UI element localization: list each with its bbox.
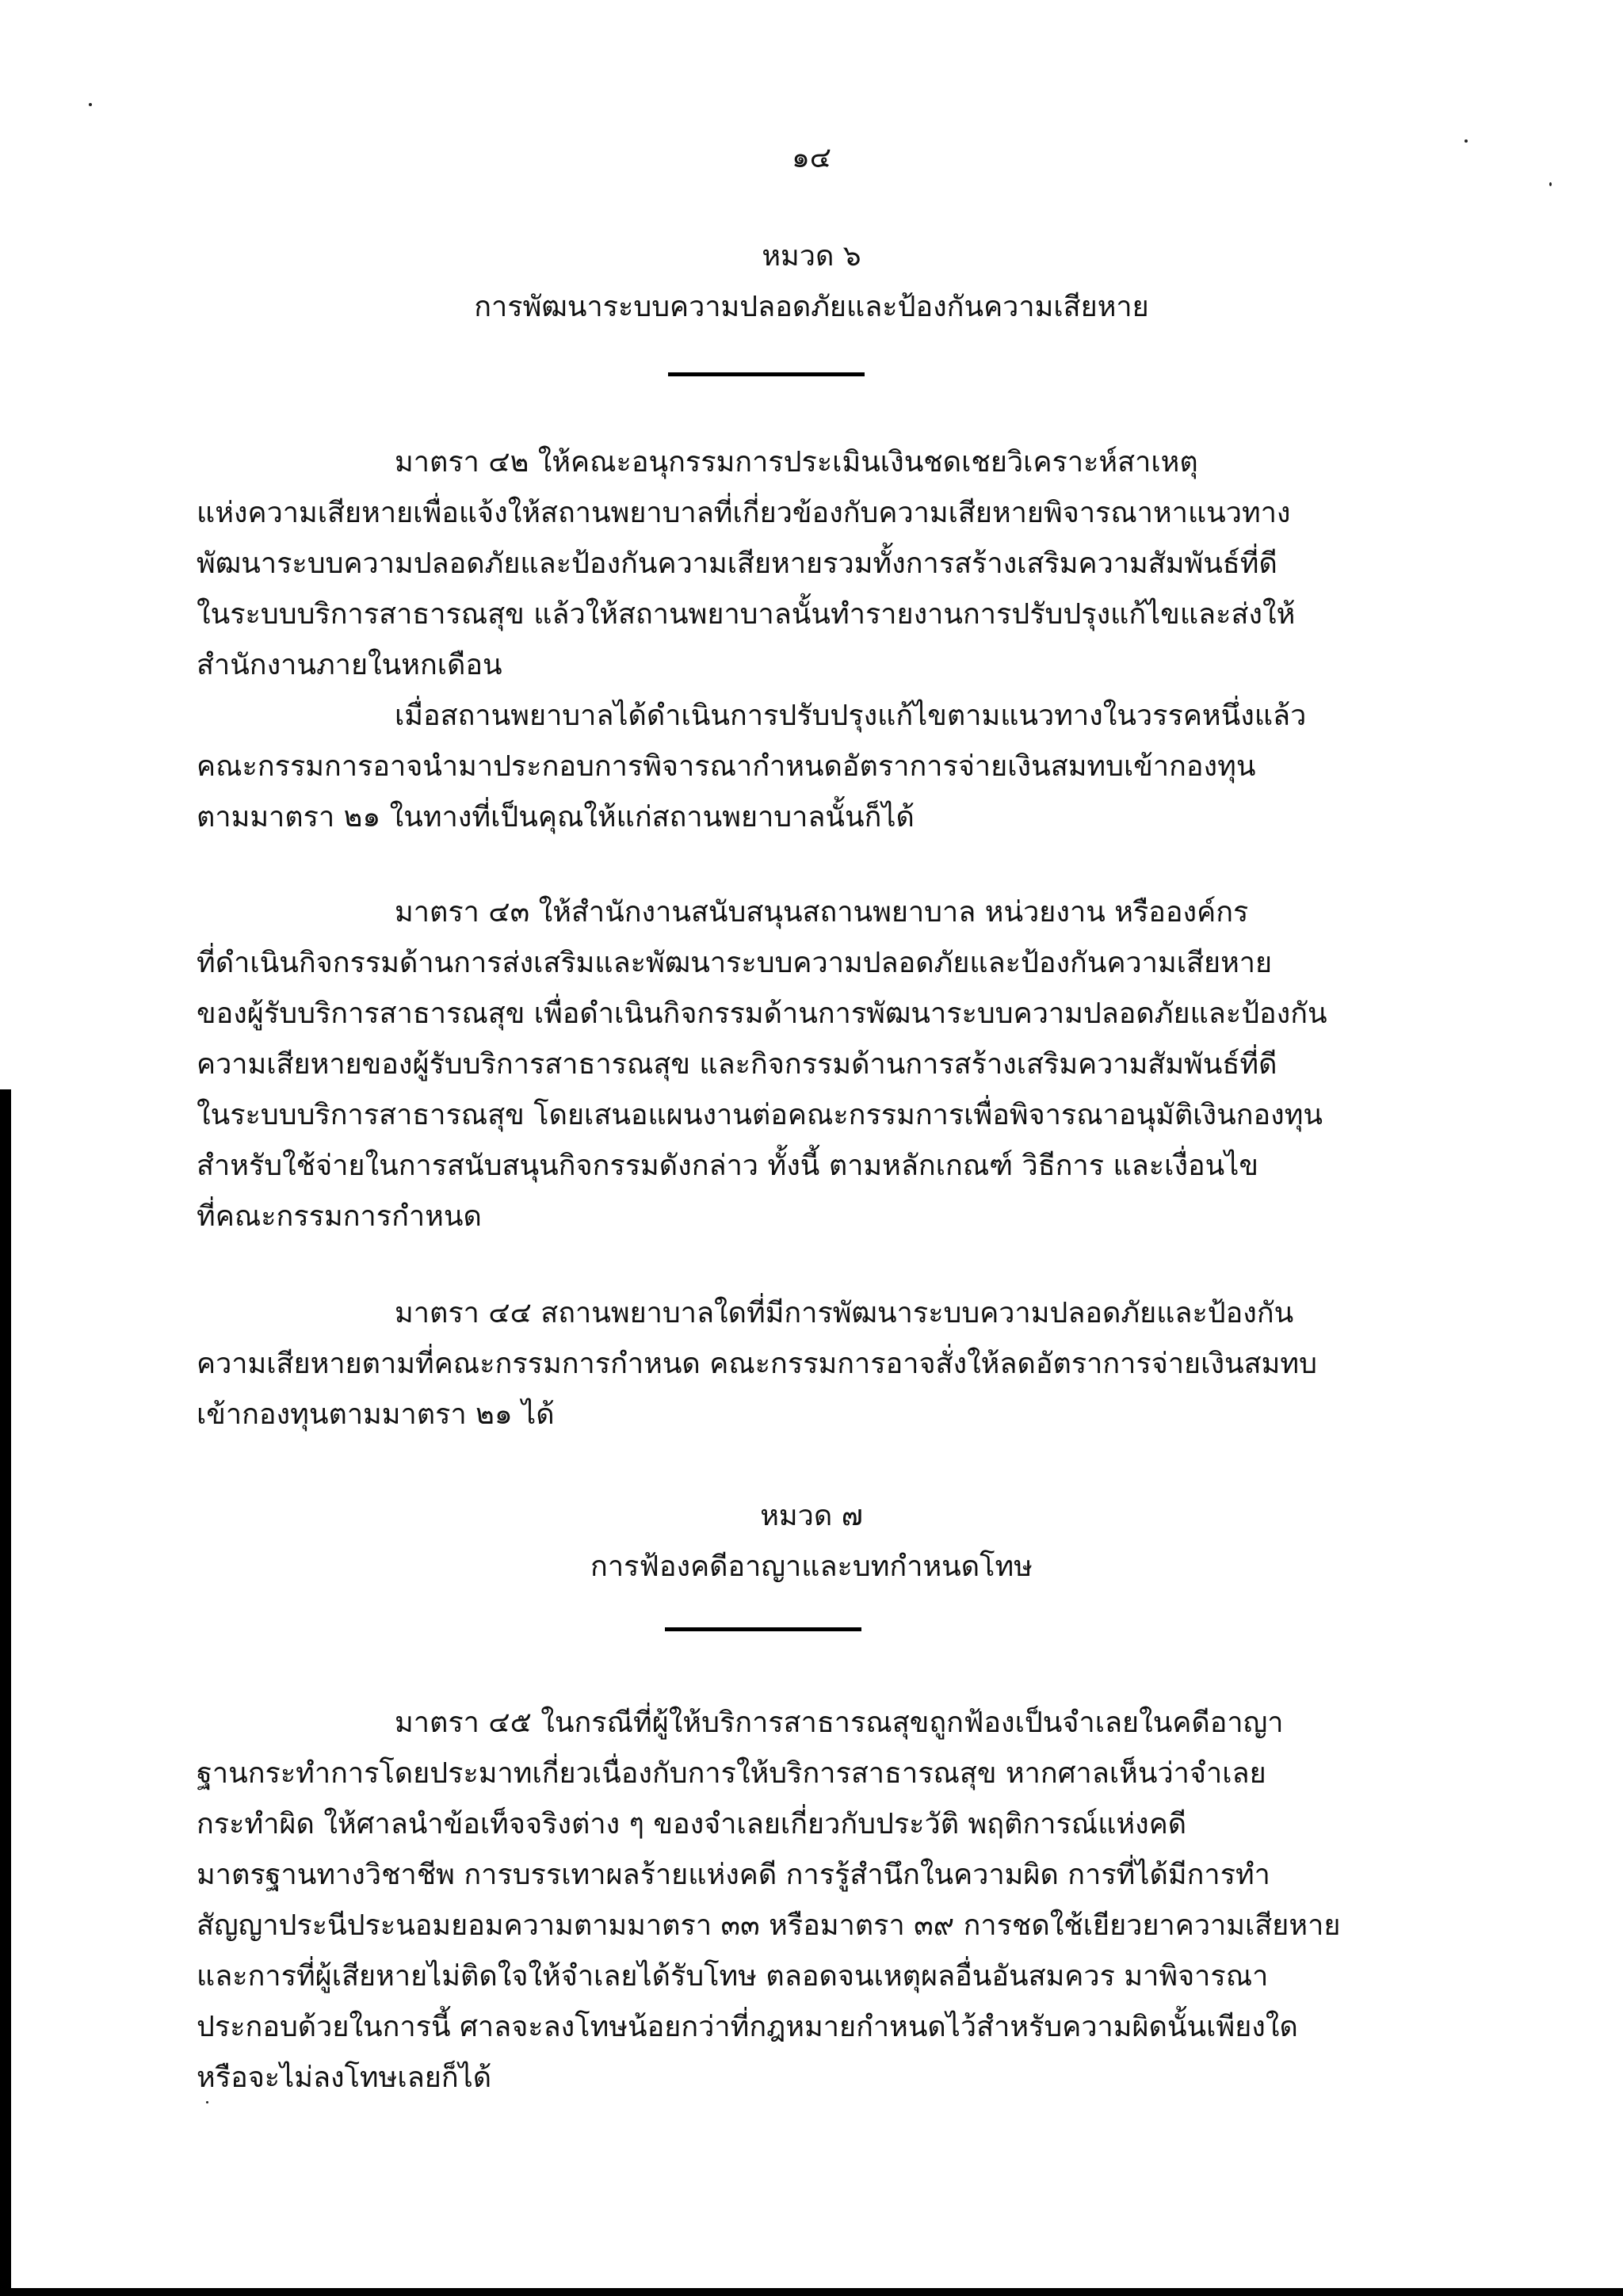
paragraph-line: ในระบบบริการสาธารณสุข โดยเสนอแผนงานต่อคณะกรรมการเพื่อพิจารณาอนุมัติเงินกองทุน (197, 1099, 1323, 1131)
chapter-6-header (0, 231, 1623, 376)
paragraph-line: มาตรา ๔๕ ในกรณีที่ผู้ให้บริการสาธารณสุขถูกฟ้องเป็นจำเลยในคดีอาญา (395, 1707, 1284, 1739)
paragraph-line: มาตรา ๔๔ สถานพยาบาลใดที่มีการพัฒนาระบบความปลอดภัยและป้องกัน (395, 1297, 1294, 1329)
chapter-title: หมวด ๖ (762, 240, 861, 273)
chapter-subtitle: การฟ้องคดีอาญาและบทกำหนดโทษ (590, 1550, 1033, 1583)
paragraph-line: หรือจะไม่ลงโทษเลยก็ได้ (197, 2061, 492, 2094)
paragraph-line: แห่งความเสียหายเพื่อแจ้งให้สถานพยาบาลที่เกี่ยวข้องกับความเสียหายพิจารณาหาแนวทาง (197, 497, 1291, 529)
divider-rule (665, 1627, 861, 1631)
paragraph-line: ความเสียหายของผู้รับบริการสาธารณสุข และกิจกรรมด้านการสร้างเสริมความสัมพันธ์ที่ดี (197, 1048, 1277, 1081)
paragraph-line: ตามมาตรา ๒๑ ในทางที่เป็นคุณให้แก่สถานพยาบาลนั้นก็ได้ (197, 801, 915, 833)
paragraph-line: มาตรฐานทางวิชาชีพ การบรรเทาผลร้ายแห่งคดี การรู้สำนึกในความผิด การที่ได้มีการทำ (197, 1859, 1270, 1891)
paragraph-line: เข้ากองทุนตามมาตรา ๒๑ ได้ (197, 1398, 555, 1431)
paragraph-line: สำหรับใช้จ่ายในการสนับสนุนกิจกรรมดังกล่าว ทั้งนี้ ตามหลักเกณฑ์ วิธีการ และเงื่อนไข (197, 1150, 1258, 1182)
paragraph-line: ของผู้รับบริการสาธารณสุข เพื่อดำเนินกิจกรรมด้านการพัฒนาระบบความปลอดภัยและป้องกัน (197, 997, 1327, 1030)
chapter-title: หมวด ๗ (760, 1500, 863, 1532)
paragraph-line: และการที่ผู้เสียหายไม่ติดใจให้จำเลยได้รับโทษ ตลอดจนเหตุผลอื่นอันสมควร มาพิจารณา (197, 1960, 1269, 1993)
paragraph-line: ที่คณะกรรมการกำหนด (197, 1200, 482, 1233)
chapter-subtitle: การพัฒนาระบบความปลอดภัยและป้องกันความเสียหาย (474, 291, 1149, 323)
paragraph-line: ในระบบบริการสาธารณสุข แล้วให้สถานพยาบาลนั้นทำรายงานการปรับปรุงแก้ไขและส่งให้ (197, 598, 1296, 631)
paragraph-line: สำนักงานภายในหกเดือน (197, 649, 502, 681)
paragraph-line: มาตรา ๔๒ ให้คณะอนุกรรมการประเมินเงินชดเชยวิเคราะห์สาเหตุ (395, 446, 1198, 479)
scan-speck (1549, 182, 1552, 186)
paragraph-line: เมื่อสถานพยาบาลได้ดำเนินการปรับปรุงแก้ไขตามแนวทางในวรรคหนึ่งแล้ว (395, 700, 1307, 732)
scan-edge-bottom (0, 2288, 1623, 2296)
paragraph-line: ความเสียหายตามที่คณะกรรมการกำหนด คณะกรรมการอาจสั่งให้ลดอัตราการจ่ายเงินสมทบ (197, 1348, 1317, 1380)
section-44 (197, 1288, 1433, 1440)
scan-speck (89, 103, 92, 106)
paragraph-line: กระทำผิด ให้ศาลนำข้อเท็จจริงต่าง ๆ ของจำเลยเกี่ยวกับประวัติ พฤติการณ์แห่งคดี (197, 1808, 1187, 1840)
paragraph-line: สัญญาประนีประนอมยอมความตามมาตรา ๓๓ หรือมาตรา ๓๙ การชดใช้เยียวยาความเสียหาย (197, 1909, 1341, 1942)
section-45 (197, 1698, 1433, 2103)
paragraph-line: ประกอบด้วยในการนี้ ศาลจะลงโทษน้อยกว่าที่กฎหมายกำหนดไว้สำหรับความผิดนั้นเพียงใด (197, 2011, 1298, 2043)
paragraph-line: มาตรา ๔๓ ให้สำนักงานสนับสนุนสถานพยาบาล หน่วยงาน หรือองค์กร (395, 896, 1249, 929)
paragraph-line: คณะกรรมการอาจนำมาประกอบการพิจารณากำหนดอัตราการจ่ายเงินสมทบเข้ากองทุน (197, 750, 1256, 783)
scan-edge-left (0, 1089, 11, 2296)
page-number: ๑๔ (791, 142, 832, 174)
section-43 (197, 887, 1433, 1242)
chapter-7-header (0, 1491, 1623, 1631)
section-42 (197, 437, 1433, 843)
paragraph-line: ฐานกระทำการโดยประมาทเกี่ยวเนื่องกับการให้บริการสาธารณสุข หากศาลเห็นว่าจำเลย (197, 1757, 1266, 1790)
paragraph-line: ที่ดำเนินกิจกรรมด้านการส่งเสริมและพัฒนาระบบความปลอดภัยและป้องกันความเสียหาย (197, 947, 1273, 979)
divider-rule (668, 372, 865, 376)
paragraph-line: พัฒนาระบบความปลอดภัยและป้องกันความเสียหายรวมทั้งการสร้างเสริมความสัมพันธ์ที่ดี (197, 547, 1277, 580)
